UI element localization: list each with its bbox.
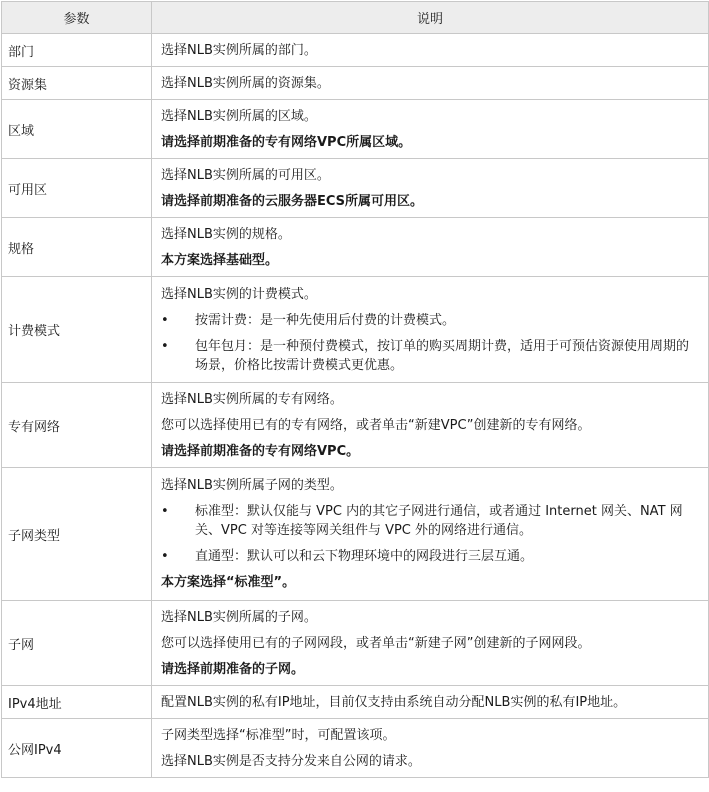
param-name: 子网类型 xyxy=(2,468,152,601)
table-row xyxy=(2,383,709,468)
desc-note: 请选择前期准备的云服务器ECS所属可用区。 xyxy=(161,193,424,209)
desc-line: 选择NLB实例所属的部门。 xyxy=(161,42,317,58)
param-desc xyxy=(152,686,709,719)
param-desc xyxy=(152,67,709,100)
desc-line: 选择NLB实例的计费模式。 xyxy=(161,286,317,302)
param-name: 区域 xyxy=(2,100,152,159)
table-row xyxy=(2,67,709,100)
header-desc: 说明 xyxy=(152,2,709,34)
param-desc xyxy=(152,218,709,277)
desc-line: 选择NLB实例所属的区域。 xyxy=(161,108,317,124)
bullet-list xyxy=(161,311,700,375)
desc-note: 请选择前期准备的专有网络VPC。 xyxy=(161,443,360,459)
desc-note: 本方案选择基础型。 xyxy=(161,252,279,268)
desc-line: 配置NLB实例的私有IP地址，目前仅支持由系统自动分配NLB实例的私有IP地址。 xyxy=(161,694,627,710)
param-name: 专有网络 xyxy=(2,383,152,468)
bullet-item: • 按需计费：是一种先使用后付费的计费模式。 xyxy=(161,311,700,330)
table-row xyxy=(2,468,709,601)
param-desc xyxy=(152,159,709,218)
bullet-item: • 标准型：默认仅能与 VPC 内的其它子网进行通信，或者通过 Internet 网关、NAT 网关、VPC 对等连接等网关组件与 VPC 外的网络进行通信。 xyxy=(161,502,700,540)
desc-line: 选择NLB实例所属子网的类型。 xyxy=(161,478,343,493)
param-name: 部门 xyxy=(2,34,152,67)
desc-note: 请选择前期准备的子网。 xyxy=(161,661,305,677)
desc-line: 您可以选择使用已有的子网网段，或者单击“新建子网”创建新的子网网段。 xyxy=(161,635,591,651)
table-row xyxy=(2,686,709,719)
desc-line: 选择NLB实例所属的子网。 xyxy=(161,609,317,625)
table-header-row xyxy=(2,2,709,34)
param-name: 资源集 xyxy=(2,67,152,100)
desc-line: 选择NLB实例所属的资源集。 xyxy=(161,75,330,91)
parameter-table xyxy=(1,1,709,778)
param-desc xyxy=(152,277,709,383)
table-row xyxy=(2,159,709,218)
param-desc xyxy=(152,719,709,778)
desc-line: 您可以选择使用已有的专有网络，或者单击“新建VPC”创建新的专有网络。 xyxy=(161,417,591,433)
table-row xyxy=(2,719,709,778)
desc-line: 选择NLB实例所属的可用区。 xyxy=(161,167,330,183)
param-desc xyxy=(152,34,709,67)
param-name: 子网 xyxy=(2,601,152,686)
bullet-list xyxy=(161,502,700,566)
desc-note: 本方案选择“标准型”。 xyxy=(161,575,296,590)
desc-line: 选择NLB实例所属的专有网络。 xyxy=(161,391,343,407)
param-name: 可用区 xyxy=(2,159,152,218)
param-name: 计费模式 xyxy=(2,277,152,383)
table-row xyxy=(2,34,709,67)
param-name: IPv4地址 xyxy=(2,686,152,719)
header-param: 参数 xyxy=(2,2,152,34)
desc-line: 选择NLB实例是否支持分发来自公网的请求。 xyxy=(161,753,421,769)
table-row xyxy=(2,601,709,686)
param-desc xyxy=(152,100,709,159)
bullet-item: • 直通型：默认可以和云下物理环境中的网段进行三层互通。 xyxy=(161,547,700,566)
param-desc xyxy=(152,601,709,686)
param-desc xyxy=(152,468,709,601)
param-name: 规格 xyxy=(2,218,152,277)
bullet-item: • 包年包月：是一种预付费模式，按订单的购买周期计费，适用于可预估资源使用周期的场景，价格比按需计费模式更优惠。 xyxy=(161,337,700,375)
desc-line: 子网类型选择“标准型”时，可配置该项。 xyxy=(161,727,396,743)
table-row xyxy=(2,218,709,277)
param-desc xyxy=(152,383,709,468)
desc-note: 请选择前期准备的专有网络VPC所属区域。 xyxy=(161,134,412,150)
param-name: 公网IPv4 xyxy=(2,719,152,778)
desc-line: 选择NLB实例的规格。 xyxy=(161,226,291,242)
table-row xyxy=(2,277,709,383)
table-row xyxy=(2,100,709,159)
